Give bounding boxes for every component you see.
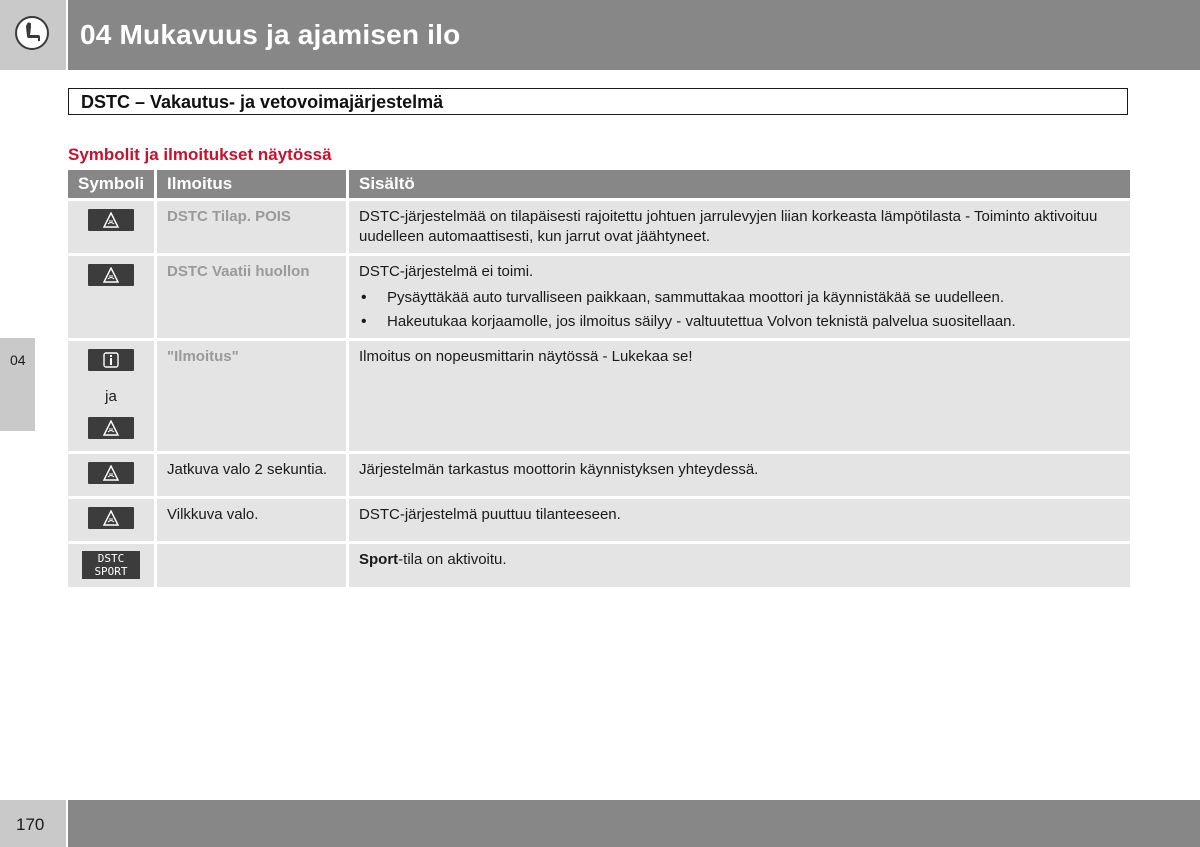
table-row: [68, 499, 1130, 544]
bullet-item: • Hakeutukaa korjaamolle, jos ilmoitus säilyy - valtuutettua Volvon teknistä palvelua suositellaan.: [359, 312, 1120, 332]
message-cell: "Ilmoitus": [157, 341, 349, 454]
page-number: 170: [16, 815, 45, 834]
header-message: Ilmoitus: [157, 170, 349, 201]
content-cell: [349, 256, 1130, 341]
table-header-row: [68, 170, 1130, 201]
info-icon: [88, 349, 134, 371]
header-icon-box: [0, 0, 66, 70]
dstc-sport-icon: [82, 551, 140, 579]
content-text: DSTC-järjestelmä ei toimi.: [359, 263, 534, 280]
section-title: DSTC – Vakautus- ja vetovoimajärjestelmä: [81, 92, 444, 112]
sport-icon-line1: DSTC: [97, 552, 125, 565]
symbols-table: [68, 170, 1130, 590]
content-cell: Ilmoitus on nopeusmittarin näytössä - Lukekaa se!: [349, 341, 1130, 454]
content-cell: Järjestelmän tarkastus moottorin käynnistyksen yhteydessä.: [349, 454, 1130, 499]
message-cell: DSTC Tilap. POIS: [157, 201, 349, 256]
symbol-join-text: ja: [105, 388, 117, 405]
footer-bar: [68, 800, 1200, 847]
dstc-skid-icon: [88, 507, 134, 529]
seat-icon: [15, 16, 49, 50]
message-cell: Jatkuva valo 2 sekuntia.: [157, 454, 349, 499]
symbol-cell: [68, 499, 157, 544]
message-cell: [157, 544, 349, 590]
symbol-cell: [68, 201, 157, 256]
table-row: [68, 201, 1130, 256]
header-content: Sisältö: [349, 170, 1130, 201]
dstc-skid-icon: [88, 209, 134, 231]
message-cell: DSTC Vaatii huollon: [157, 256, 349, 341]
chapter-side-tab-label: 04: [10, 352, 26, 368]
content-bold: Sport: [359, 551, 399, 568]
section-title-box: [68, 88, 1128, 115]
header-symbol: Symboli: [68, 170, 157, 201]
bullet-list: [359, 288, 1120, 332]
table-row: [68, 256, 1130, 341]
sport-icon-line2: SPORT: [94, 565, 128, 578]
content-cell: DSTC-järjestelmää on tilapäisesti rajoitettu johtuen jarrulevyjen liian korkeasta lämpötilasta - Toiminto aktivoituu uudelleen automaattisesti, kun jarrut ovat jäähtyneet.: [349, 201, 1130, 256]
table-row: [68, 454, 1130, 499]
symbol-cell: [68, 256, 157, 341]
dstc-skid-icon: [88, 417, 134, 439]
subheading: Symbolit ja ilmoitukset näytössä: [68, 145, 332, 164]
table-row: [68, 544, 1130, 590]
dstc-skid-icon: [88, 462, 134, 484]
dstc-skid-icon: [88, 264, 134, 286]
bullet-item: • Pysäyttäkää auto turvalliseen paikkaan, sammuttakaa moottori ja käynnistäkää se uudelleen.: [359, 288, 1120, 308]
content-cell: [349, 544, 1130, 590]
message-cell: Vilkkuva valo.: [157, 499, 349, 544]
table-row: [68, 341, 1130, 454]
symbol-cell: [68, 544, 157, 590]
symbol-cell: [68, 341, 157, 454]
chapter-title: 04 Mukavuus ja ajamisen ilo: [80, 19, 461, 50]
symbol-cell: [68, 454, 157, 499]
content-text: -tila on aktivoitu.: [398, 551, 507, 568]
content-cell: DSTC-järjestelmä puuttuu tilanteeseen.: [349, 499, 1130, 544]
